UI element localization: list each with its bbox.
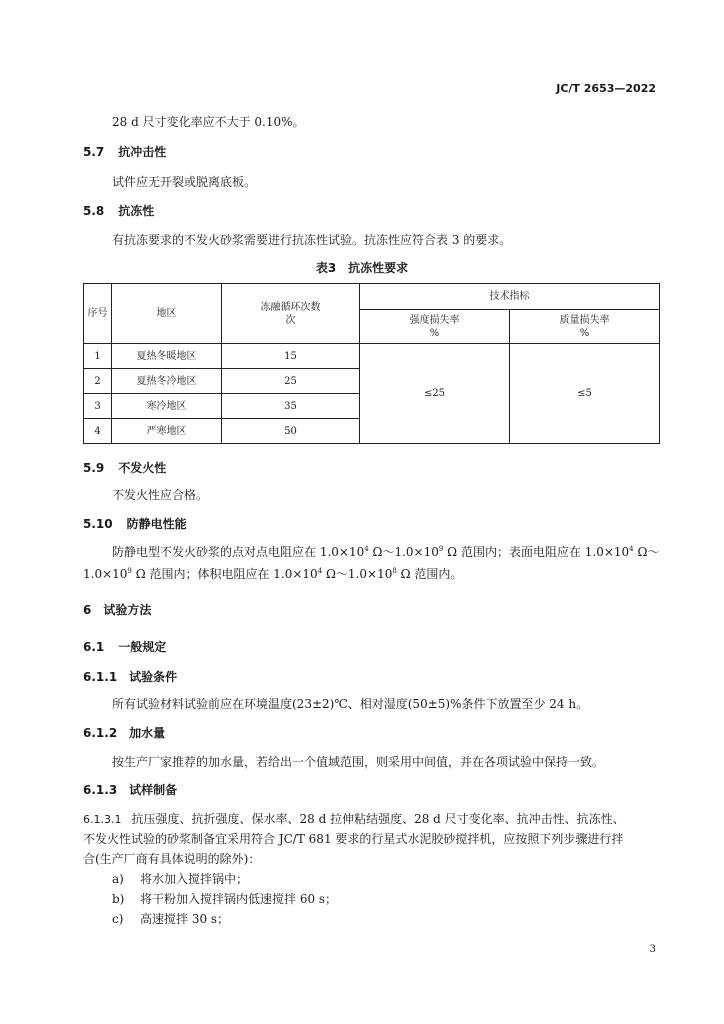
- text: 1.0×10: [83, 567, 128, 581]
- section-title: 防静电性能: [126, 517, 187, 531]
- cell-seq: 4: [84, 419, 112, 444]
- text: Ω～: [633, 545, 660, 559]
- cell-cycles: 25: [222, 369, 360, 394]
- text: Ω 范围内。: [396, 567, 463, 581]
- header-mass-line1: 质量损失率: [559, 314, 610, 326]
- exponent: 4: [317, 567, 323, 575]
- section-number: 5.9: [83, 461, 105, 475]
- standard-number: JC/T 2653—2022: [556, 82, 656, 95]
- section-heading-6-1: [83, 638, 166, 655]
- list-label: b): [112, 892, 125, 906]
- paragraph: 28 d 尺寸变化率应不大于 0.10%。: [112, 115, 305, 129]
- section-number: 6.1.3: [83, 783, 118, 797]
- header-seq: 序号: [84, 284, 112, 344]
- list-item: [112, 890, 337, 907]
- section-title: 抗冲击性: [118, 145, 167, 159]
- text: Ω～1.0×10: [368, 545, 439, 559]
- exponent: 4: [364, 545, 369, 553]
- paragraph: 试件应无开裂或脱离底板。: [112, 175, 257, 189]
- header-mass-line2: %: [579, 327, 590, 339]
- section-heading-5-7: [83, 143, 166, 160]
- header-strength-line2: %: [429, 327, 440, 339]
- section-title: 一般规定: [118, 640, 167, 654]
- text: 抗压强度、抗折强度、保水率、28 d 拉伸粘结强度、28 d 尺寸变化率、抗冲击性、抗冻性、: [131, 812, 625, 826]
- paragraph: 所有试验材料试验前应在环境温度(23±2)℃、相对湿度(50±5)%条件下放置至少 24 h。: [112, 697, 589, 711]
- paragraph: 按生产厂家推荐的加水量，若给出一个值域范围，则采用中间值，并在各项试验中保持一致。: [112, 755, 605, 769]
- cell-cycles: 15: [222, 344, 360, 369]
- section-title: 试验方法: [103, 603, 152, 617]
- list-text: 高速搅拌 30 s；: [140, 912, 230, 926]
- section-title: 不发火性: [118, 461, 167, 475]
- cell-seq: 1: [84, 344, 112, 369]
- header-tech: 技术指标: [360, 284, 660, 310]
- section-heading-6-1-3: [83, 781, 177, 798]
- header-region: 地区: [112, 284, 222, 344]
- section-number: 5.8: [83, 204, 105, 218]
- cell-region: 寒冷地区: [112, 394, 222, 419]
- clause-number: 6.1.3.1: [83, 813, 122, 826]
- cell-cycles: 50: [222, 419, 360, 444]
- section-number: 6.1.1: [83, 670, 118, 684]
- section-number: 5.10: [83, 517, 113, 531]
- list-label: c): [112, 912, 124, 926]
- section-heading-6-1-2: [83, 724, 165, 741]
- esd-paragraph-line1: [112, 543, 659, 560]
- table-caption: 表3 抗冻性要求: [315, 261, 409, 275]
- paragraph: 有抗冻要求的不发火砂浆需要进行抗冻性试验。抗冻性应符合表 3 的要求。: [112, 233, 512, 247]
- text: Ω 范围内；表面电阻应在 1.0×10: [443, 545, 630, 559]
- text: 防静电型不发火砂浆的点对点电阻应在 1.0×10: [112, 545, 365, 559]
- esd-paragraph-line2: [83, 565, 462, 582]
- section-number: 6.1.2: [83, 726, 118, 740]
- section-title: 试验条件: [129, 670, 178, 684]
- section-heading-5-10: [83, 515, 187, 532]
- section-title: 加水量: [129, 726, 166, 740]
- cell-strength-loss: ≤25: [360, 344, 510, 444]
- cell-cycles: 35: [222, 394, 360, 419]
- text: Ω 范围内；体积电阻应在 1.0×10: [131, 567, 318, 581]
- table-row: [84, 344, 660, 369]
- header-strength-line1: 强度损失率: [409, 314, 460, 326]
- section-title: 试样制备: [129, 783, 178, 797]
- paragraph: 不发火性应合格。: [112, 488, 209, 502]
- cell-mass-loss: ≤5: [510, 344, 660, 444]
- section-number: 6: [83, 603, 92, 617]
- paragraph-6-1-3-1-line1: [83, 810, 625, 827]
- chapter-heading-6: [83, 601, 151, 618]
- header-cycles: [222, 284, 360, 344]
- exponent: 9: [127, 567, 132, 575]
- section-heading-5-9: [83, 459, 166, 476]
- section-title: 抗冻性: [118, 204, 155, 218]
- header-mass-loss: [510, 310, 660, 344]
- cell-seq: 3: [84, 394, 112, 419]
- header-cycles-line1: 冻融循环次数: [260, 301, 321, 313]
- paragraph-6-1-3-1-line2: 不发火性试验的砂浆制备宜采用符合 JC/T 681 要求的行星式水泥胶砂搅拌机，应按照下列步骤进行拌: [83, 832, 624, 846]
- list-label: a): [112, 872, 124, 886]
- frost-resistance-table: [83, 283, 660, 444]
- header-cycles-line2: 次: [285, 314, 296, 326]
- section-number: 5.7: [83, 145, 105, 159]
- text: Ω～1.0×10: [322, 567, 393, 581]
- cell-region: 夏热冬冷地区: [112, 369, 222, 394]
- section-number: 6.1: [83, 640, 105, 654]
- header-strength-loss: [360, 310, 510, 344]
- section-heading-5-8: [83, 202, 154, 219]
- list-item: [112, 870, 248, 887]
- list-text: 将干粉加入搅拌锅内低速搅拌 60 s；: [140, 892, 338, 906]
- section-heading-6-1-1: [83, 668, 177, 685]
- page-number: 3: [649, 944, 656, 955]
- exponent: 9: [438, 545, 444, 553]
- cell-seq: 2: [84, 369, 112, 394]
- exponent: 8: [392, 567, 397, 575]
- paragraph-6-1-3-1-line3: 合(生产厂商有具体说明的除外)：: [83, 852, 261, 866]
- list-text: 将水加入搅拌锅中；: [140, 872, 249, 886]
- exponent: 4: [629, 545, 634, 553]
- cell-region: 夏热冬暖地区: [112, 344, 222, 369]
- cell-region: 严寒地区: [112, 419, 222, 444]
- list-item: [112, 910, 229, 927]
